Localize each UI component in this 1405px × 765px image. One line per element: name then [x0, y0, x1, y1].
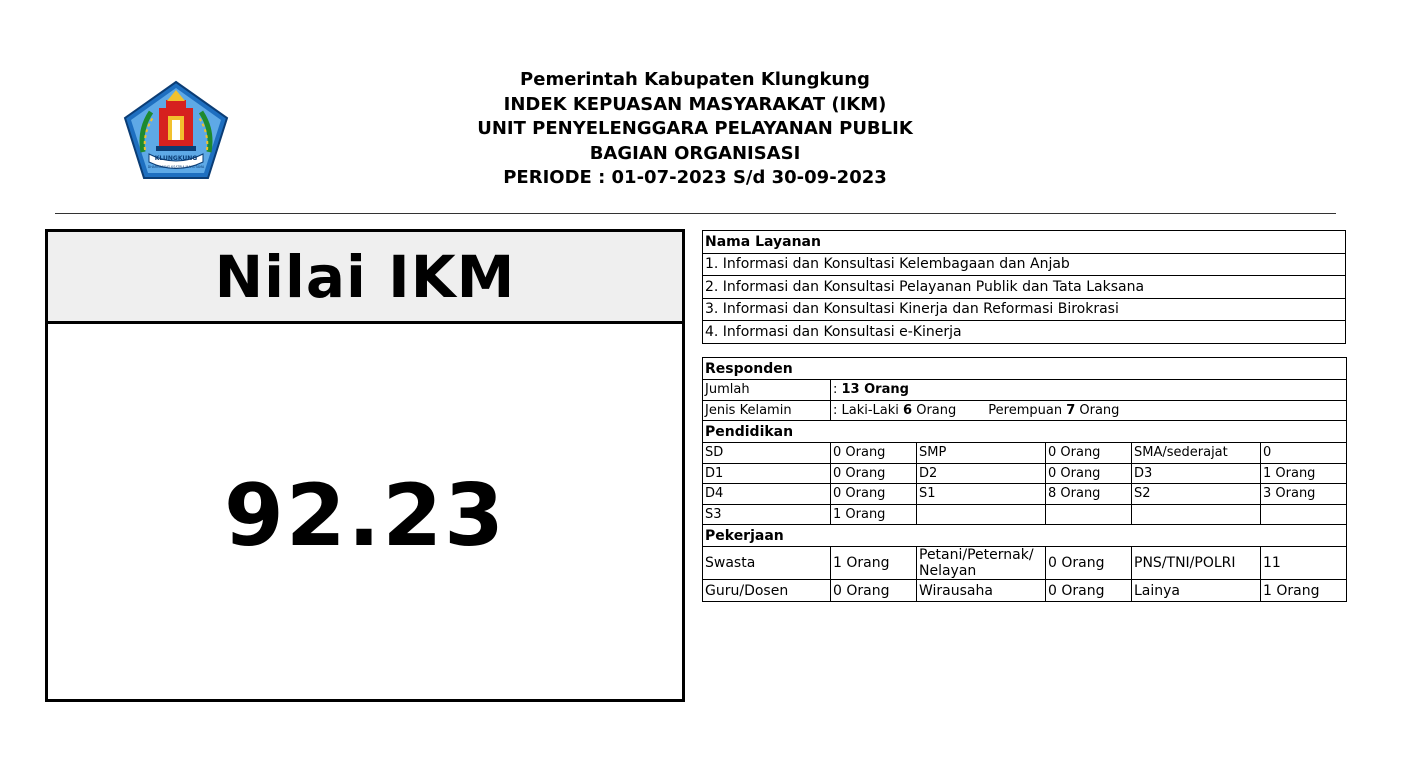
logo-caption: KLUNGKUNG	[154, 155, 198, 162]
service-item: 1. Informasi dan Konsultasi Kelembagaan dan Anjab	[703, 253, 1346, 276]
logo-motto: DHARMANING KSATRIA MAHOTAMA	[147, 165, 205, 169]
respondent-heading: Responden	[703, 358, 1347, 380]
respondent-count-label: Jumlah	[703, 380, 831, 401]
occupation-heading: Pekerjaan	[703, 525, 1347, 547]
header-line-unit: UNIT PENYELENGGARA PELAYANAN PUBLIK	[477, 118, 913, 140]
gender-breakdown: : Laki-Laki 6 Orang Perempuan 7 Orang	[831, 400, 1347, 421]
respondent-table	[702, 357, 1347, 602]
header-divider	[55, 213, 1336, 214]
education-row: S3 1 Orang	[703, 504, 1347, 525]
header-line-period: PERIODE : 01-07-2023 S/d 30-09-2023	[503, 167, 887, 189]
ikm-value: 92.23	[223, 466, 507, 566]
education-heading: Pendidikan	[703, 421, 1347, 443]
header-line-government: Pemerintah Kabupaten Klungkung	[520, 69, 870, 90]
gender-label: Jenis Kelamin	[703, 400, 831, 421]
header-line-title: INDEK KEPUASAN MASYARAKAT (IKM)	[503, 93, 887, 115]
klungkung-regency-logo	[121, 80, 231, 182]
header-line-division: BAGIAN ORGANISASI	[589, 142, 801, 164]
education-row: D4 0 Orang S1 8 Orang S2 3 Orang	[703, 484, 1347, 505]
occupation-row: Swasta 1 Orang Petani/Peternak/ Nelayan 0 Orang PNS/TNI/POLRI 11	[703, 547, 1347, 580]
education-row: D1 0 Orang D2 0 Orang D3 1 Orang	[703, 463, 1347, 484]
service-item: 2. Informasi dan Konsultasi Pelayanan Publik dan Tata Laksana	[703, 276, 1346, 299]
occupation-row: Guru/Dosen 0 Orang Wirausaha 0 Orang Lainya 1 Orang	[703, 580, 1347, 602]
service-table-heading: Nama Layanan	[703, 231, 1346, 254]
service-item: 4. Informasi dan Konsultasi e-Kinerja	[703, 321, 1346, 344]
service-item: 3. Informasi dan Konsultasi Kinerja dan Reformasi Birokrasi	[703, 298, 1346, 321]
respondent-count: : 13 Orang	[831, 380, 1347, 401]
ikm-title: Nilai IKM	[48, 232, 682, 324]
document-header	[395, 68, 995, 191]
ikm-score-box	[45, 229, 685, 702]
education-row: SD 0 Orang SMP 0 Orang SMA/sederajat 0	[703, 443, 1347, 464]
service-table	[702, 230, 1346, 344]
